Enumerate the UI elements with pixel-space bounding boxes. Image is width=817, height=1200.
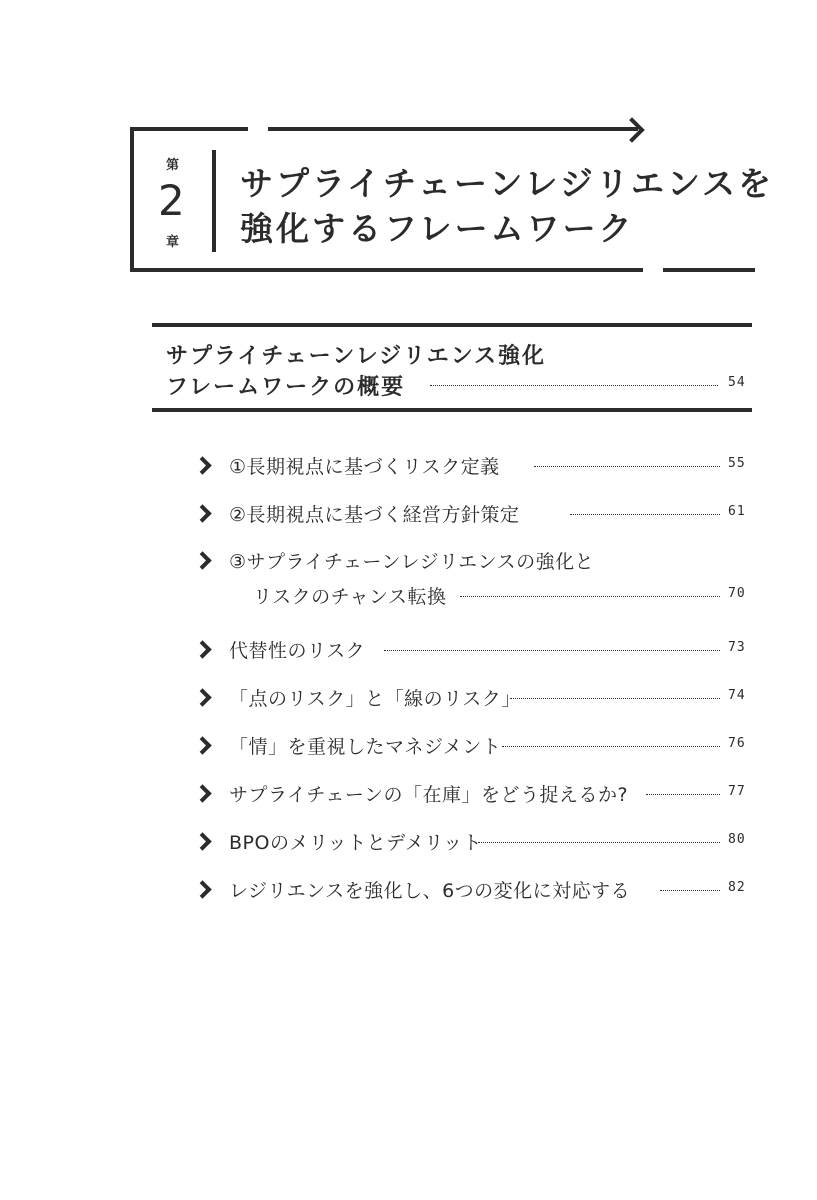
chevron-right-icon bbox=[193, 456, 211, 474]
frame-top-left bbox=[130, 127, 248, 131]
toc-item-label: 「情」を重視したマネジメント bbox=[229, 736, 502, 758]
chapter-number: 2 bbox=[158, 176, 185, 225]
toc-item-label: BPOのメリットとデメリット bbox=[229, 832, 483, 854]
toc-page-number: 80 bbox=[728, 832, 746, 847]
toc-page-number: 77 bbox=[728, 784, 746, 799]
chapter-divider bbox=[212, 150, 216, 252]
chevron-right-icon bbox=[193, 551, 211, 569]
toc-page-number: 74 bbox=[728, 688, 746, 703]
toc-item-label-continued: リスクのチャンス転換 bbox=[253, 586, 447, 608]
toc-page-number: 55 bbox=[728, 456, 746, 471]
frame-top-arrow-line bbox=[268, 127, 638, 131]
chapter-suffix: 章 bbox=[166, 235, 180, 250]
toc-page-number: 76 bbox=[728, 736, 746, 751]
chevron-right-icon bbox=[193, 784, 211, 802]
toc-leader bbox=[660, 890, 720, 891]
toc-item-label: ①長期視点に基づくリスク定義 bbox=[229, 456, 500, 478]
frame-left bbox=[130, 127, 134, 272]
chevron-right-icon bbox=[193, 504, 211, 522]
toc-leader bbox=[460, 596, 720, 597]
toc-item-label: 「点のリスク」と「線のリスク」 bbox=[229, 688, 521, 710]
toc-page-number: 73 bbox=[728, 640, 746, 655]
toc-leader bbox=[478, 842, 720, 843]
overview-rule-bottom bbox=[152, 408, 752, 412]
toc-page-number: 61 bbox=[728, 504, 746, 519]
frame-bottom-right bbox=[663, 268, 755, 272]
toc-item-label: ②長期視点に基づく経営方針策定 bbox=[229, 504, 520, 526]
chapter-title-line2: 強化するフレームワーク bbox=[240, 209, 635, 248]
overview-title-line2: フレームワークの概要 bbox=[166, 375, 406, 400]
toc-item-label: 代替性のリスク bbox=[229, 640, 366, 662]
toc-page-number: 70 bbox=[728, 586, 746, 601]
overview-leader bbox=[430, 385, 718, 386]
chevron-right-icon bbox=[193, 736, 211, 754]
overview-rule-top bbox=[152, 323, 752, 327]
toc-leader bbox=[570, 514, 720, 515]
toc-page-number: 82 bbox=[728, 880, 746, 895]
toc-leader bbox=[384, 650, 720, 651]
overview-page-number: 54 bbox=[728, 375, 746, 390]
toc-leader bbox=[510, 698, 720, 699]
toc-leader bbox=[534, 466, 720, 467]
toc-item-label: レジリエンスを強化し、6つの変化に対応する bbox=[229, 880, 631, 902]
overview-title-line1: サプライチェーンレジリエンス強化 bbox=[166, 344, 547, 369]
toc-item-label: サプライチェーンの「在庫」をどう捉えるか? bbox=[229, 784, 629, 806]
chevron-right-icon bbox=[193, 880, 211, 898]
arrow-right-icon bbox=[619, 117, 644, 142]
chevron-right-icon bbox=[193, 688, 211, 706]
toc-item-label: ③サプライチェーンレジリエンスの強化と bbox=[229, 551, 595, 573]
toc-leader bbox=[646, 794, 720, 795]
chevron-right-icon bbox=[193, 832, 211, 850]
chapter-prefix: 第 bbox=[166, 158, 180, 173]
chevron-right-icon bbox=[193, 640, 211, 658]
toc-leader bbox=[502, 746, 720, 747]
chapter-title-line1: サプライチェーンレジリエンスを bbox=[240, 164, 775, 203]
frame-bottom-left bbox=[130, 268, 643, 272]
